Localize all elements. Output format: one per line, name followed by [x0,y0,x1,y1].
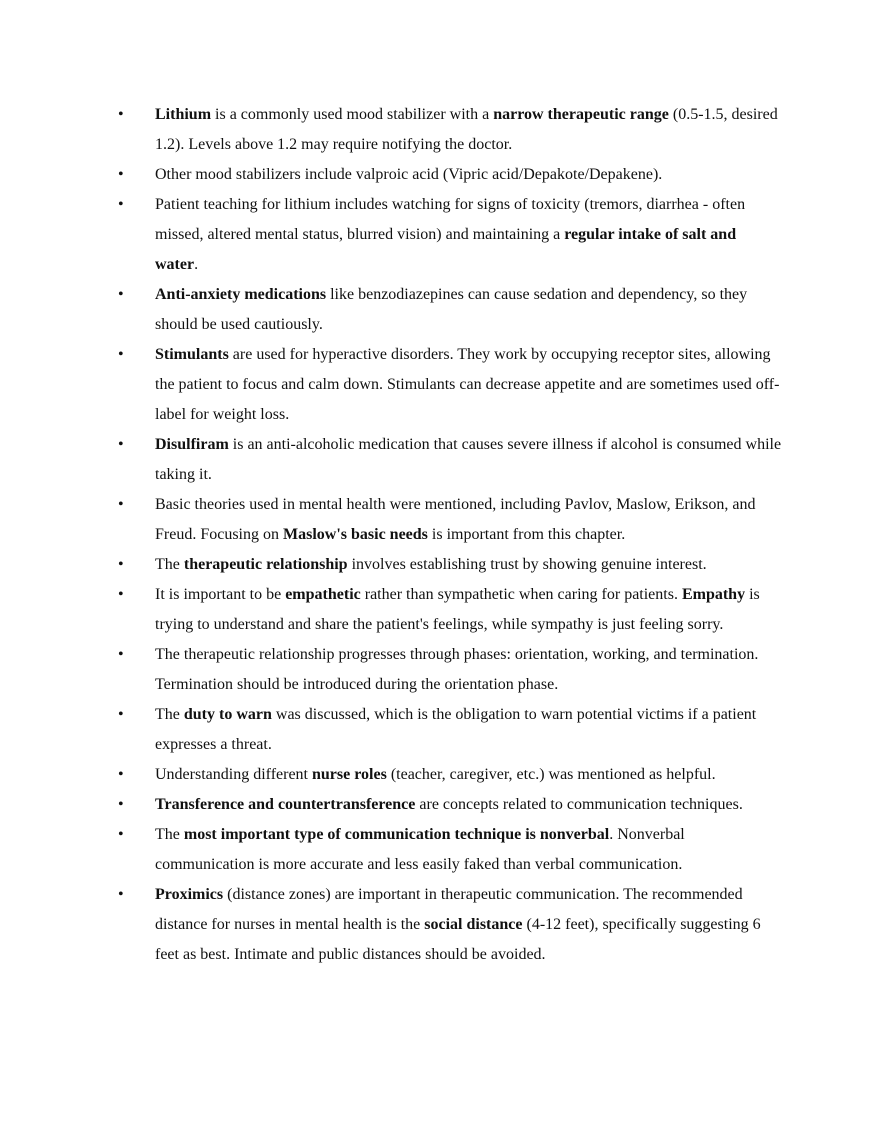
bold-text: social distance [424,916,523,933]
bold-text: narrow therapeutic range [493,106,669,123]
text: (teacher, caregiver, etc.) was mentioned as helpful. [386,766,716,783]
text: The [155,556,184,573]
bold-text: Proximics [155,886,224,903]
bold-text: empathetic [285,586,361,603]
text: is a commonly used mood stabilizer with a [211,106,494,123]
bold-text: Stimulants [155,346,229,363]
text: It is important to be [155,586,286,603]
text: . [194,256,199,273]
bullet-icon: • [118,346,124,363]
list-item [0,430,782,490]
bullet-icon: • [118,496,124,513]
bullet-icon: • [118,706,124,723]
text: is important from this chapter. [427,526,626,543]
text: rather than sympathetic when caring for patients. [360,586,682,603]
document-page [0,100,880,970]
list-item [0,700,782,760]
bullet-icon: • [118,766,124,783]
bullet-icon: • [118,196,124,213]
text: is an anti-alcoholic medication that causes severe illness if alcohol is consumed while taking it. [155,436,782,483]
bold-text: duty to warn [183,706,272,723]
list-item [0,880,782,970]
bullet-icon: • [118,826,124,843]
text: (4-12 feet), specifically suggesting 6 feet as best. Intimate and public distances should be avoided. [155,916,761,963]
bullet-icon: • [118,796,124,813]
text: are used for hyperactive disorders. They work by occupying receptor sites, allowing the patient to focus and calm down. Stimulants can decrease appetite and are sometimes used off-label for weight loss. [155,346,780,423]
bullet-icon: • [118,556,124,573]
text: like benzodiazepines can cause sedation and dependency, so they should be used cautiously. [155,286,748,333]
list-item [0,820,782,880]
text: (0.5-1.5, desired 1.2). Levels above 1.2 may require notifying the doctor. [155,106,778,153]
text: . Nonverbal communication is more accurate and less easily faked than verbal communication. [155,826,685,873]
list-item [0,760,782,790]
bold-text: therapeutic relationship [183,556,348,573]
bold-text: Lithium [155,106,212,123]
list-item [0,160,782,190]
bold-text: Maslow's basic needs [283,526,428,543]
text: The [155,826,184,843]
bullet-icon: • [118,886,124,903]
text: is trying to understand and share the patient's feelings, while sympathy is just feeling sorry. [155,586,760,633]
list-item [0,340,782,430]
text: are concepts related to communication techniques. [415,796,743,813]
bold-text: most important type of communication technique is nonverbal [183,826,610,843]
text: Understanding different [155,766,312,783]
list-item [0,640,782,700]
bullet-icon: • [118,646,124,663]
bold-text: Anti-anxiety medications [155,286,327,303]
bullet-icon: • [118,286,124,303]
bold-text: regular intake of salt and water [155,226,737,273]
text: Patient teaching for lithium includes watching for signs of toxicity (tremors, diarrhea - often missed, altered mental status, blurred vision) and maintaining a [155,196,746,243]
bold-text: Disulfiram [155,436,229,453]
list-item [0,190,782,280]
bullet-icon: • [118,436,124,453]
bullet-list [0,100,880,970]
bullet-icon: • [118,106,124,123]
list-item [0,790,782,820]
bold-text: Empathy [681,586,746,603]
text: (distance zones) are important in therapeutic communication. The recommended distance for nurses in mental health is the [155,886,743,933]
bold-text: Transference and countertransference [155,796,416,813]
list-item [0,550,782,580]
text: The [155,706,184,723]
list-item [0,580,782,640]
text: was discussed, which is the obligation to warn potential victims if a patient expresses a threat. [155,706,757,753]
list-item [0,100,782,160]
bold-text: nurse roles [312,766,387,783]
bullet-icon: • [118,586,124,603]
text: Other mood stabilizers include valproic acid (Vipric acid/Depakote/Depakene). [155,166,663,183]
text: Basic theories used in mental health were mentioned, including Pavlov, Maslow, Erikson, and Freud. Focusing on [155,496,756,543]
text: involves establishing trust by showing genuine interest. [347,556,707,573]
list-item [0,490,782,550]
bullet-icon: • [118,166,124,183]
list-item [0,280,782,340]
text: The therapeutic relationship progresses through phases: orientation, working, and termination. Termination should be introduced during the orientation phase. [155,646,759,693]
